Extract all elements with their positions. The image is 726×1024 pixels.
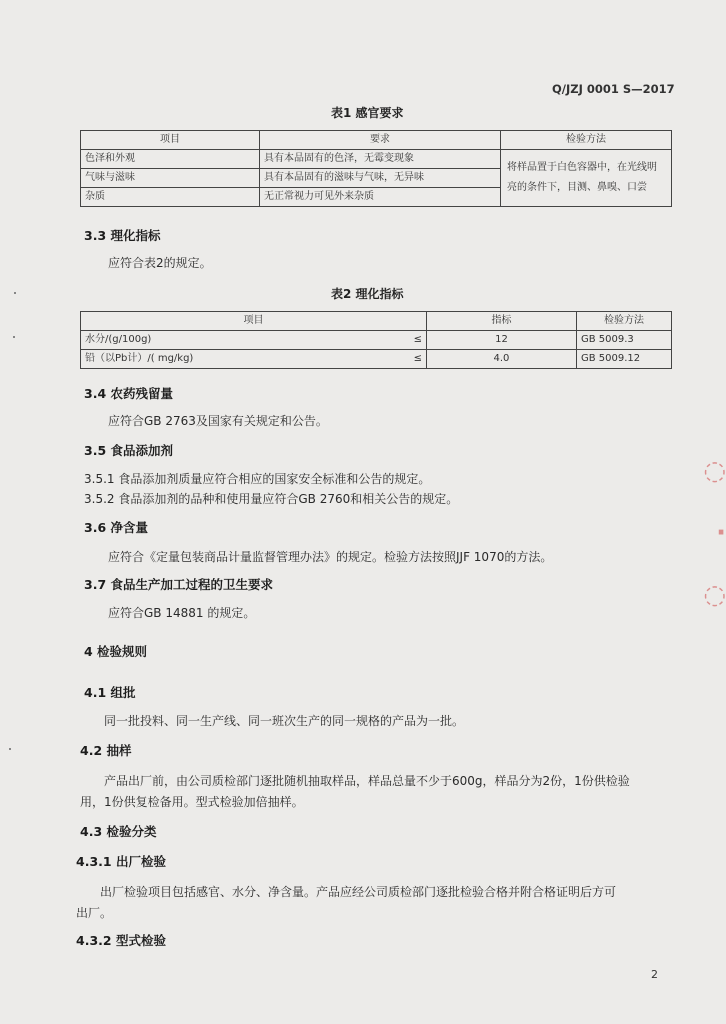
- list-item: 3.5.1 食品添加剂质量应符合相应的国家安全标准和公告的规定。: [84, 472, 431, 486]
- table-cell-method: GB 5009.12: [576, 350, 671, 369]
- table-cell-item: 气味与滋味: [81, 169, 260, 188]
- scan-speck: [14, 292, 16, 294]
- paragraph: 同一批投料、同一生产线、同一班次生产的同一规格的产品为一批。: [104, 714, 465, 728]
- section-heading: 4.1 组批: [84, 685, 136, 700]
- section-heading: 4.3.2 型式检验: [76, 933, 166, 948]
- table-cell-method: 将样品置于白色容器中，在光线明亮的条件下，目测、鼻嗅、口尝: [501, 150, 672, 207]
- table-physicochemical-indicators: [80, 311, 672, 369]
- paragraph: 应符合表2的规定。: [108, 256, 212, 270]
- page-number: 2: [651, 968, 658, 981]
- paragraph-line: 出厂检验项目包括感官、水分、净含量。产品应经公司质检部门逐批检验合格并附合格证明后方可: [100, 885, 617, 899]
- table-cell-requirement: 无正常视力可见外来杂质: [260, 188, 501, 207]
- table-cell-operator: ≤: [388, 331, 427, 350]
- standard-code: Q/JZJ 0001 S—2017: [552, 82, 675, 96]
- table-header-cell: 项目: [81, 131, 260, 150]
- table-cell-method: GB 5009.3: [576, 331, 671, 350]
- red-seal-stamp-fragment: ◌ · ◌: [703, 456, 726, 610]
- paragraph-line: 用，1份供复检备用。型式检验加倍抽样。: [80, 795, 304, 809]
- scan-speck: [9, 748, 11, 750]
- table-header-row: [81, 131, 672, 150]
- table-cell-item: 杂质: [81, 188, 260, 207]
- table-cell-operator: ≤: [388, 350, 427, 369]
- section-heading: 4 检验规则: [84, 644, 148, 659]
- section-heading: 3.4 农药残留量: [84, 386, 173, 401]
- table-sensory-requirements: [80, 130, 672, 207]
- section-heading: 3.3 理化指标: [84, 228, 161, 243]
- table-cell-value: 12: [426, 331, 576, 350]
- paragraph-line: 产品出厂前，由公司质检部门逐批随机抽取样品，样品总量不少于600g，样品分为2份，1份供检验: [104, 774, 630, 788]
- list-item: 3.5.2 食品添加剂的品种和使用量应符合GB 2760和相关公告的规定。: [84, 492, 459, 506]
- section-heading: 3.7 食品生产加工过程的卫生要求: [84, 577, 273, 592]
- table-header-cell: 要求: [260, 131, 501, 150]
- table-header-row: [81, 312, 672, 331]
- table2-caption: 表2 理化指标: [331, 287, 404, 301]
- section-heading: 4.2 抽样: [80, 743, 132, 758]
- section-heading: 4.3 检验分类: [80, 824, 157, 839]
- section-heading: 4.3.1 出厂检验: [76, 854, 166, 869]
- table-cell-value: 4.0: [426, 350, 576, 369]
- table-cell-item: 色泽和外观: [81, 150, 260, 169]
- table-row: [81, 150, 672, 169]
- table-cell-requirement: 具有本品固有的色泽，无霉变现象: [260, 150, 501, 169]
- table-header-cell: 项目: [81, 312, 427, 331]
- table-cell-item: 水分/(g/100g): [81, 331, 388, 350]
- paragraph: 应符合GB 14881 的规定。: [108, 606, 256, 620]
- section-heading: 3.5 食品添加剂: [84, 443, 173, 458]
- table1-caption: 表1 感官要求: [331, 106, 404, 120]
- section-heading: 3.6 净含量: [84, 520, 148, 535]
- table-row: [81, 350, 672, 369]
- table-header-cell: 指标: [426, 312, 576, 331]
- table-cell-requirement: 具有本品固有的滋味与气味，无异味: [260, 169, 501, 188]
- table-header-cell: 检验方法: [501, 131, 672, 150]
- paragraph: 应符合GB 2763及国家有关规定和公告。: [108, 414, 328, 428]
- paragraph-line: 出厂。: [76, 906, 113, 920]
- paragraph: 应符合《定量包装商品计量监督管理办法》的规定。检验方法按照JJF 1070的方法。: [108, 550, 553, 564]
- scan-speck: [13, 336, 15, 338]
- table-row: [81, 331, 672, 350]
- table-header-cell: 检验方法: [576, 312, 671, 331]
- table-cell-item: 铅（以Pb计）/( mg/kg): [81, 350, 388, 369]
